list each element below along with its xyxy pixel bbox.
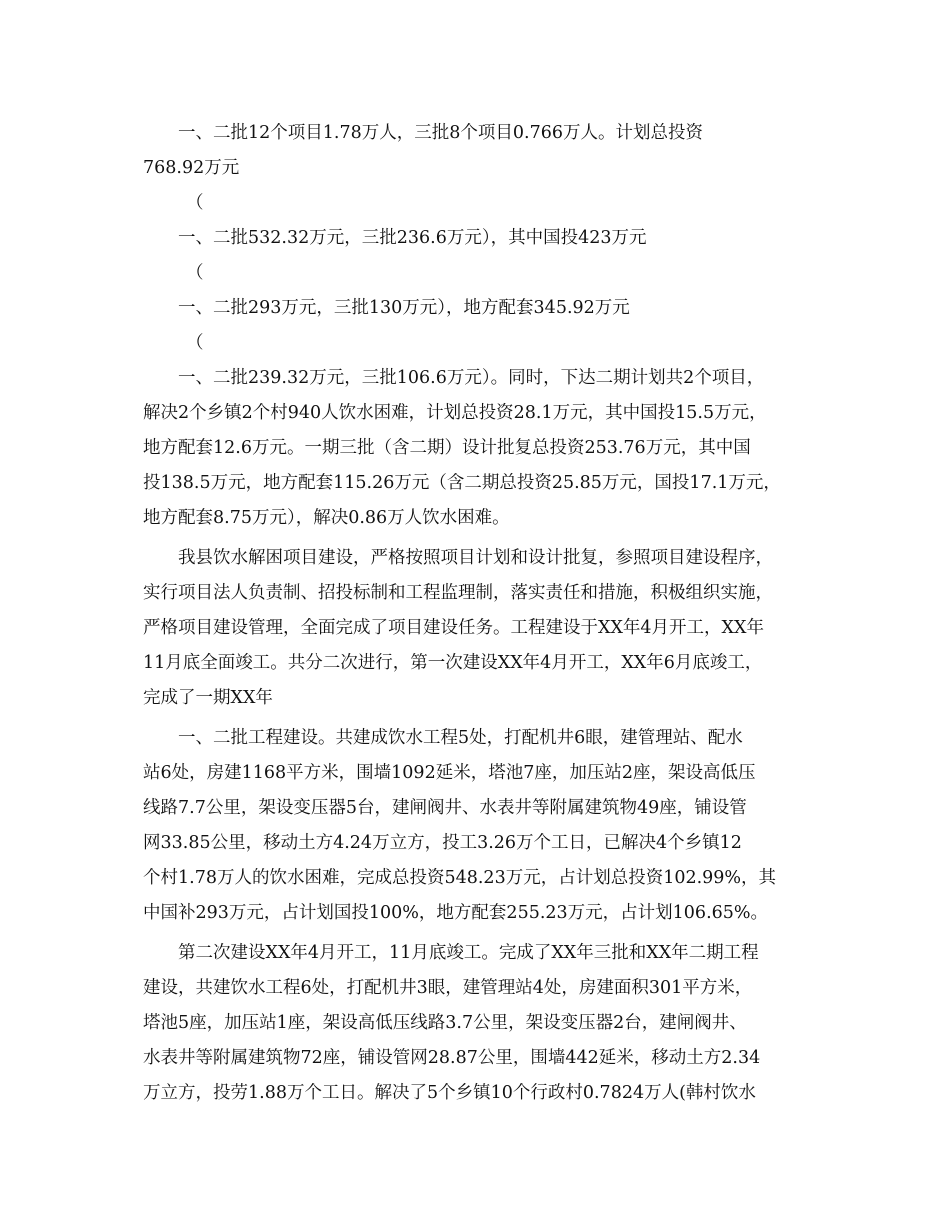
- text-line: 实行项目法人负责制、招投标制和工程监理制，落实责任和措施，积极组织实施，: [143, 583, 773, 603]
- text-line: 建设，共建饮水工程6处，打配机井3眼，建管理站4处，房建面积301平方米，: [143, 978, 753, 998]
- text-line: 网33.85公里，移动土方4.24万立方，投工3.26万个工日，已解决4个乡镇12: [143, 833, 742, 853]
- text-line: 万立方，投劳1.88万个工日。解决了5个乡镇10个行政村0.7824万人(韩村饮水: [143, 1083, 756, 1103]
- text-line: 第二次建设XX年4月开工，11月底竣工。完成了XX年三批和XX年二期工程: [178, 943, 759, 963]
- text-line: 一、二批532.32万元，三批236.6万元），其中国投423万元: [178, 228, 647, 248]
- text-line: 线路7.7公里，架设变压器5台，建闸阀井、水表井等附属建筑物49座，铺设管: [143, 798, 747, 818]
- text-line: 个村1.78万人的饮水困难，完成总投资548.23万元，占计划总投资102.99%，其: [143, 868, 777, 888]
- text-line: 地方配套12.6万元。一期三批（含二期）设计批复总投资253.76万元，其中国: [143, 438, 751, 458]
- text-line: 地方配套8.75万元），解决0.86万人饮水困难。: [143, 508, 510, 528]
- text-line: 严格项目建设管理，全面完成了项目建设任务。工程建设于XX年4月开工，XX年: [143, 618, 764, 638]
- text-line: 一、二批239.32万元，三批106.6万元）。同时，下达二期计划共2个项目，: [178, 368, 765, 388]
- text-line: 塔池5座，加压站1座，架设高低压线路3.7公里，架设变压器2台，建闸阀井、: [143, 1013, 747, 1033]
- text-line: （: [186, 193, 204, 213]
- text-line: （: [186, 333, 204, 353]
- text-line: 站6处，房建1168平方米，围墙1092延米，塔池7座，加压站2座，架设高低压: [143, 763, 756, 783]
- text-line: （: [186, 263, 204, 283]
- text-line: 11月底全面竣工。共分二次进行，第一次建设XX年4月开工，XX年6月底竣工，: [143, 653, 763, 673]
- text-line: 我县饮水解困项目建设，严格按照项目计划和设计批复，参照项目建设程序，: [178, 548, 773, 568]
- text-line: 一、二批293万元，三批130万元），地方配套345.92万元: [178, 298, 630, 318]
- text-line: 解决2个乡镇2个村940人饮水困难，计划总投资28.1万元，其中国投15.5万元，: [143, 403, 767, 423]
- text-line: 一、二批工程建设。共建成饮水工程5处，打配机井6眼，建管理站、配水: [178, 728, 743, 748]
- text-line: 一、二批12个项目1.78万人，三批8个项目0.766万人。计划总投资: [178, 123, 703, 143]
- text-line: 完成了一期XX年: [143, 688, 273, 708]
- text-line: 768.92万元: [143, 158, 240, 178]
- text-line: 投138.5万元，地方配套115.26万元（含二期总投资25.85万元，国投17.1万元，: [143, 473, 781, 493]
- text-line: 水表井等附属建筑物72座，铺设管网28.87公里，围墙442延米，移动土方2.34: [143, 1048, 761, 1068]
- text-line: 中国补293万元，占计划国投100%，地方配套255.23万元，占计划106.65%。: [143, 903, 769, 923]
